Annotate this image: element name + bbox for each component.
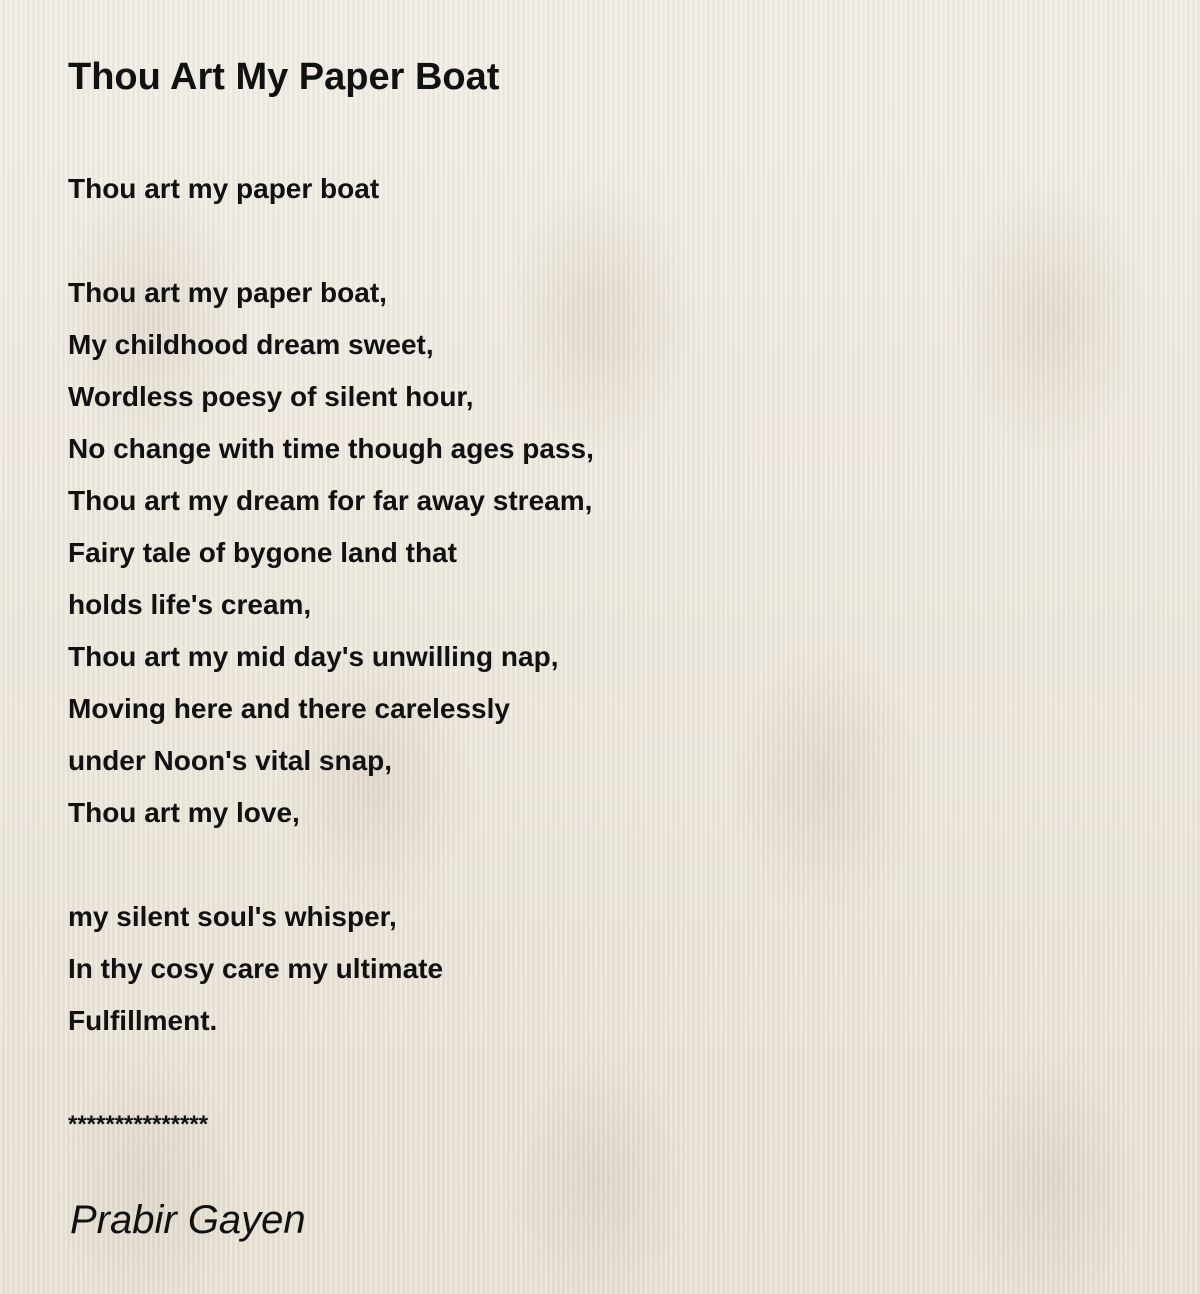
- poem-body: [68, 173, 1168, 1161]
- poem-line: Thou art my paper boat,: [68, 277, 387, 308]
- poem-title: Thou Art My Paper Boat: [68, 56, 500, 98]
- poem-line: Thou art my dream for far away stream,: [68, 485, 593, 516]
- poem-line: Moving here and there carelessly: [68, 693, 510, 724]
- poem-line: Thou art my paper boat: [68, 173, 380, 204]
- poem-blank-line: [68, 1057, 1168, 1109]
- poem-line: my silent soul's whisper,: [68, 901, 397, 932]
- poem-author: Prabir Gayen: [70, 1198, 306, 1242]
- poem-blank-line: [68, 849, 1168, 901]
- poem-line: My childhood dream sweet,: [68, 329, 434, 360]
- poem-line: Thou art my mid day's unwilling nap,: [68, 641, 559, 672]
- poem-line: Wordless poesy of silent hour,: [68, 381, 474, 412]
- poem-line: In thy cosy care my ultimate: [68, 953, 444, 984]
- poem-container: [68, 52, 1168, 1161]
- poem-line: Fulfillment.: [68, 1005, 218, 1036]
- poem-blank-line: [68, 225, 1168, 277]
- poem-line: No change with time though ages pass,: [68, 433, 594, 464]
- poem-line: Thou art my love,: [68, 797, 300, 828]
- poem-line: under Noon's vital snap,: [68, 745, 393, 776]
- poem-line: Fairy tale of bygone land that: [68, 537, 457, 568]
- poem-line: holds life's cream,: [68, 589, 312, 620]
- poem-separator: ***************: [68, 1111, 209, 1138]
